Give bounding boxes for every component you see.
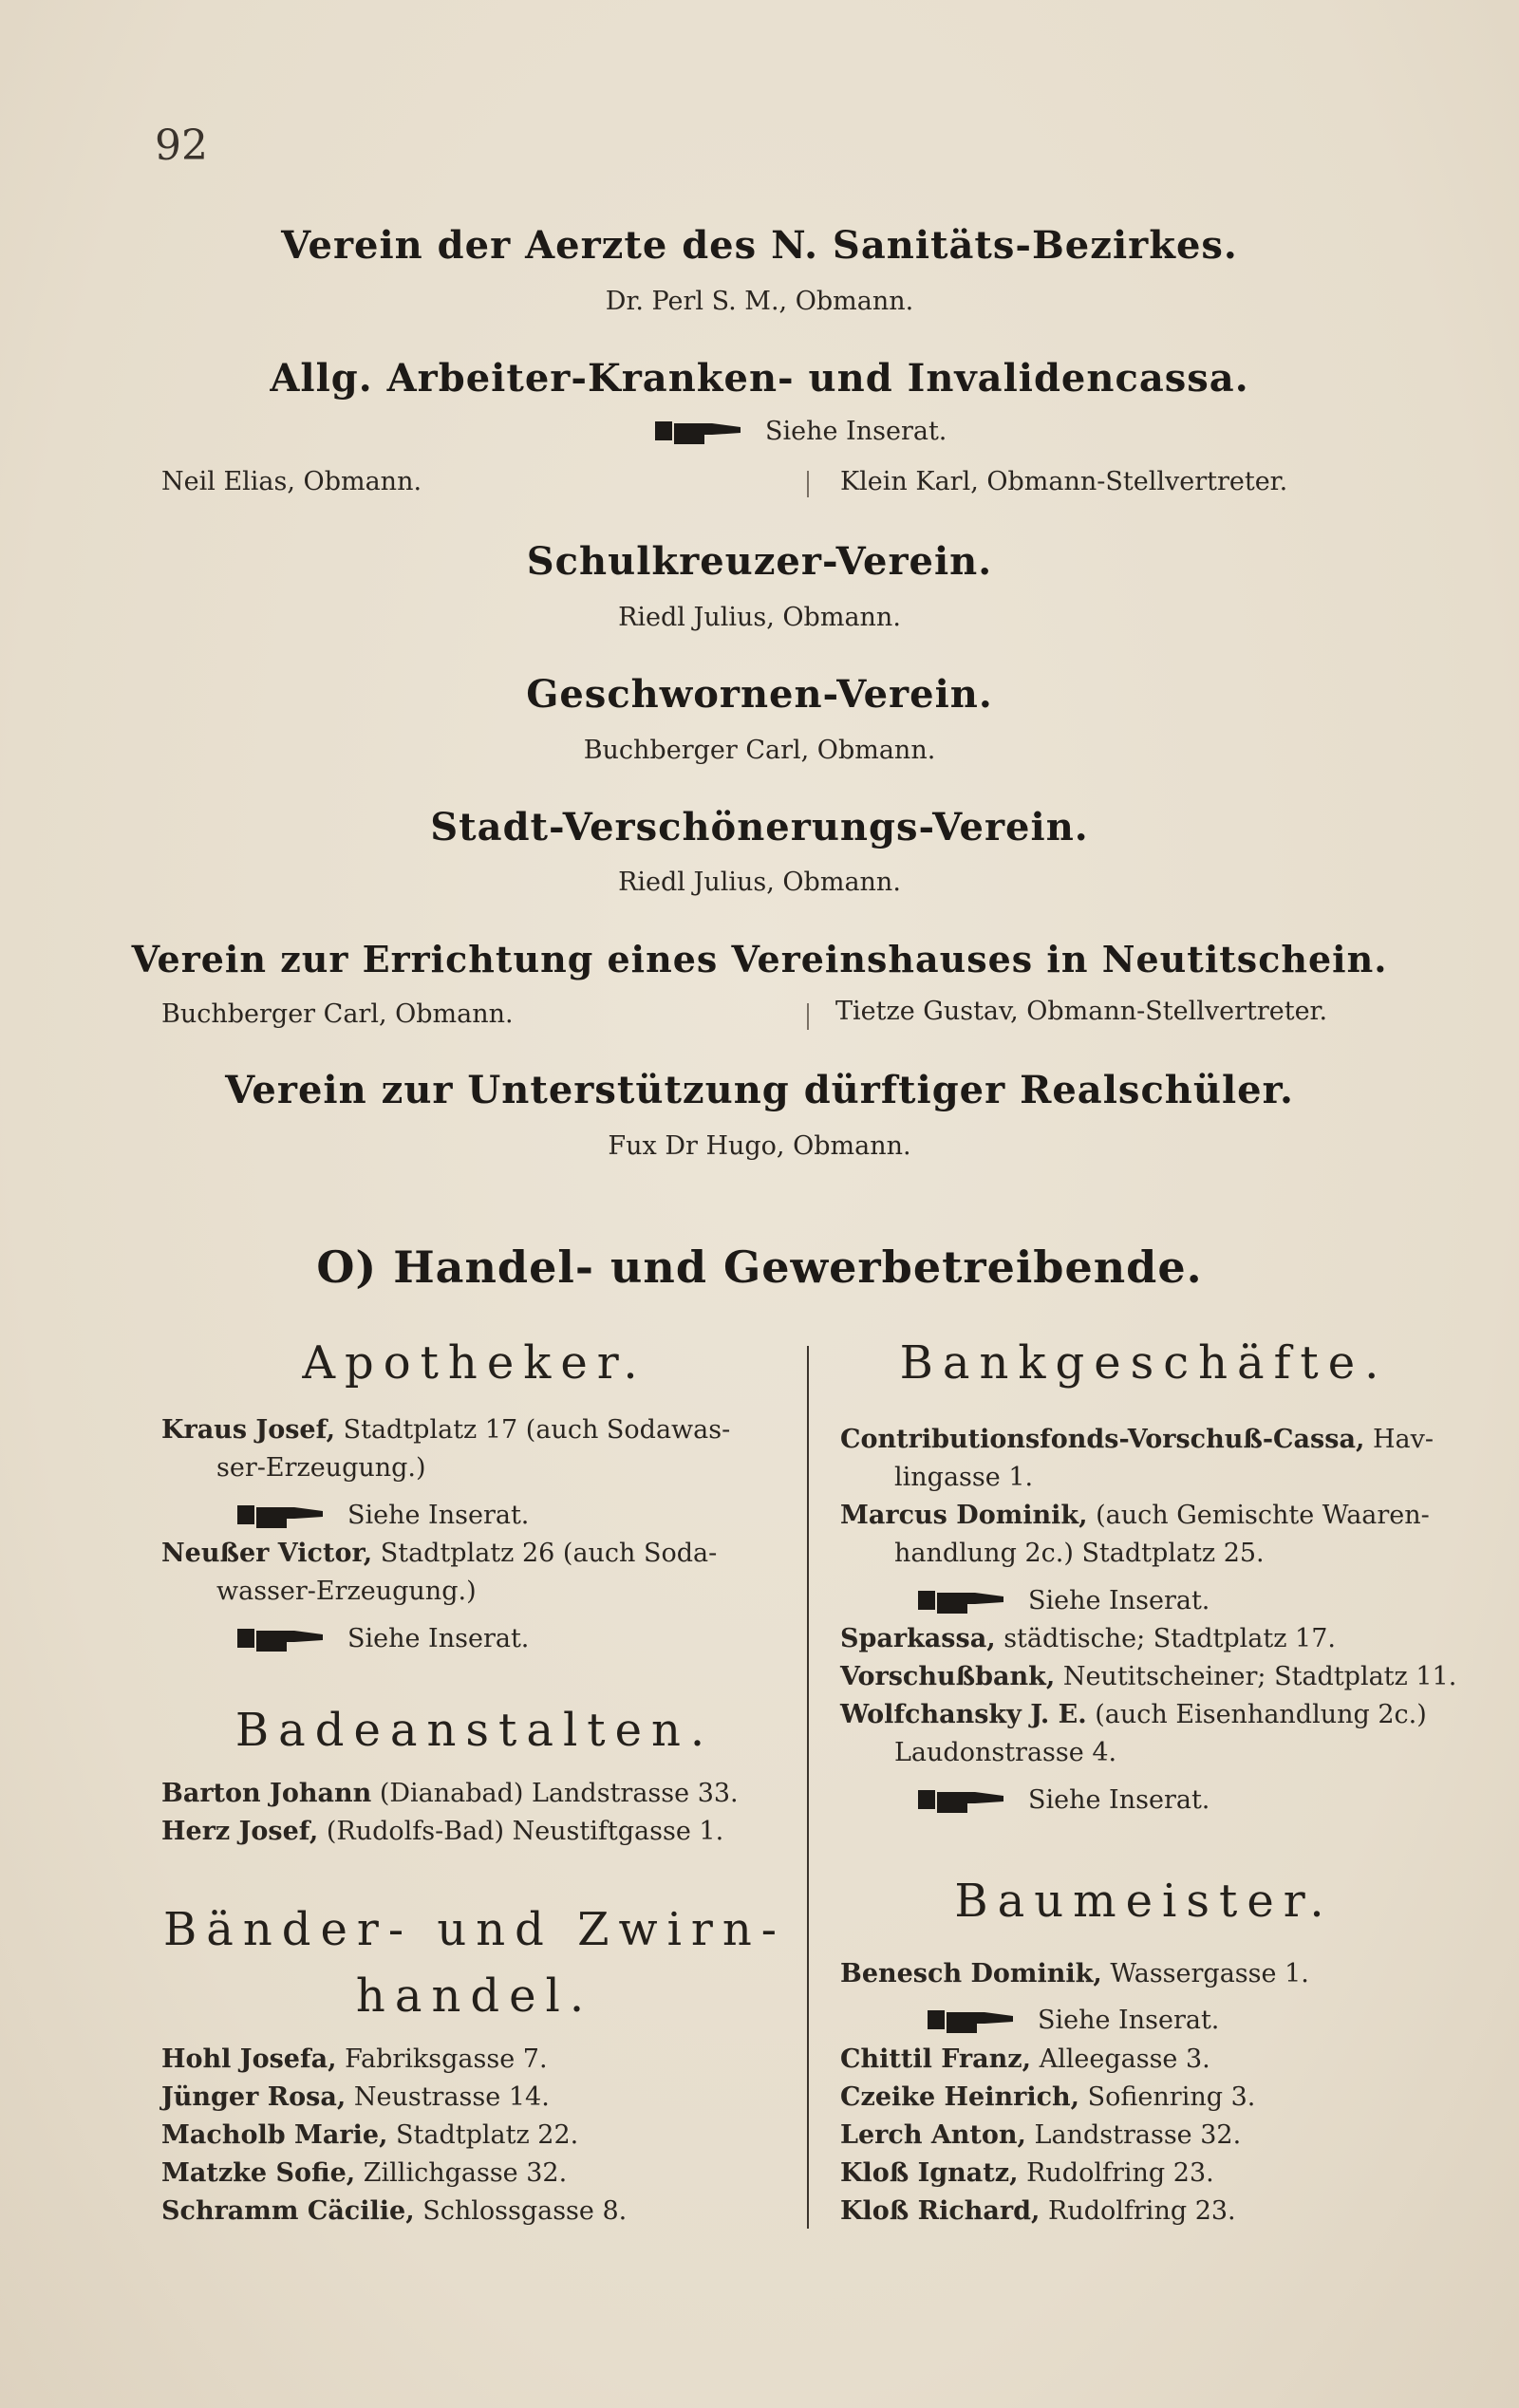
entry-wolfchansky-cont: Laudonstrasse 4. xyxy=(894,1738,1117,1767)
entry-contributionsfonds-cont: lingasse 1. xyxy=(894,1463,1034,1492)
assoc-line-schulkreuzer: Riedl Julius, Obmann. xyxy=(618,603,901,632)
category-badeanstalten: Badeanstalten. xyxy=(234,1704,715,1757)
pointing-hand-icon xyxy=(916,1783,1007,1817)
entry-sparkassa: Sparkassa, städtische; Stadtplatz 17. xyxy=(840,1624,1336,1653)
entry-chittil: Chittil Franz, Alleegasse 3. xyxy=(840,2044,1210,2074)
entry-lerch: Lerch Anton, Landstrasse 32. xyxy=(840,2120,1242,2150)
category-bankgeschaefte: Bankgeschäfte. xyxy=(899,1336,1389,1390)
pointing-hand-icon xyxy=(235,1498,327,1532)
divider xyxy=(807,1003,809,1030)
see-insert-kraus xyxy=(235,1498,529,1532)
assoc-left-vereinshaus: Buchberger Carl, Obmann. xyxy=(161,999,514,1029)
see-insert-krankencassa xyxy=(653,414,947,448)
entry-neusser: Neußer Victor, Stadtplatz 26 (auch Soda- xyxy=(161,1539,718,1568)
category-baumeister: Baumeister. xyxy=(954,1875,1334,1928)
column-divider xyxy=(807,1346,809,2229)
assoc-line-verschoenerung: Riedl Julius, Obmann. xyxy=(618,868,901,897)
assoc-title-aerzte: Verein der Aerzte des N. Sanitäts-Bezirkes. xyxy=(281,223,1238,268)
section-title: O) Handel- und Gewerbetreibende. xyxy=(316,1241,1203,1293)
entry-marcus: Marcus Dominik, (auch Gemischte Waaren- xyxy=(840,1501,1430,1530)
entry-wolfchansky: Wolfchansky J. E. (auch Eisenhandlung 2c.) xyxy=(840,1700,1427,1729)
entry-kloss-richard: Kloß Richard, Rudolfring 23. xyxy=(840,2196,1236,2226)
entry-hohl: Hohl Josefa, Fabriksgasse 7. xyxy=(161,2044,548,2074)
page-number: 92 xyxy=(155,121,208,170)
see-insert-label: Siehe Inserat. xyxy=(1028,1784,1210,1815)
see-insert-neusser xyxy=(235,1621,529,1655)
pointing-hand-icon xyxy=(235,1621,327,1655)
assoc-left-krankencassa: Neil Elias, Obmann. xyxy=(161,467,422,496)
category-baender-1: Bänder- und Zwirn- xyxy=(162,1903,787,1956)
see-insert-marcus xyxy=(916,1583,1210,1617)
see-insert-wolfchansky xyxy=(916,1783,1210,1817)
assoc-title-geschwornen: Geschwornen-Verein. xyxy=(526,672,993,717)
see-insert-label: Siehe Inserat. xyxy=(347,1500,530,1530)
entry-kloss-ignatz: Kloß Ignatz, Rudolfring 23. xyxy=(840,2158,1214,2188)
pointing-hand-icon xyxy=(926,2003,1017,2037)
entry-matzke: Matzke Sofie, Zillichgasse 32. xyxy=(161,2158,568,2188)
entry-herz: Herz Josef, (Rudolfs-Bad) Neustiftgasse 1. xyxy=(161,1817,724,1846)
assoc-title-vereinshaus: Verein zur Errichtung eines Vereinshauses in Neutitschein. xyxy=(131,938,1388,980)
entry-marcus-cont: handlung 2c.) Stadtplatz 25. xyxy=(894,1539,1265,1568)
entry-benesch: Benesch Dominik, Wassergasse 1. xyxy=(840,1959,1309,1988)
entry-juenger: Jünger Rosa, Neustrasse 14. xyxy=(161,2082,550,2112)
category-apotheker: Apotheker. xyxy=(302,1336,647,1390)
entry-contributionsfonds: Contributionsfonds-Vorschuß-Cassa, Hav- xyxy=(840,1425,1434,1454)
pointing-hand-icon xyxy=(653,414,744,448)
entry-kraus-cont: ser-Erzeugung.) xyxy=(216,1453,426,1483)
entry-vorschussbank: Vorschußbank, Neutitscheiner; Stadtplatz 11. xyxy=(840,1662,1457,1691)
assoc-right-krankencassa: Klein Karl, Obmann-Stellvertreter. xyxy=(840,467,1288,496)
assoc-title-schulkreuzer: Schulkreuzer-Verein. xyxy=(526,539,993,584)
entry-neusser-cont: wasser-Erzeugung.) xyxy=(216,1577,477,1606)
see-insert-label: Siehe Inserat. xyxy=(765,416,947,446)
see-insert-label: Siehe Inserat. xyxy=(1038,2005,1220,2035)
assoc-title-realschueler: Verein zur Unterstützung dürftiger Realschüler. xyxy=(225,1068,1294,1112)
assoc-right-vereinshaus: Tietze Gustav, Obmann-Stellvertreter. xyxy=(835,997,1328,1026)
see-insert-benesch xyxy=(926,2003,1219,2037)
entry-kraus: Kraus Josef, Stadtplatz 17 (auch Sodawas- xyxy=(161,1415,731,1445)
assoc-line-aerzte: Dr. Perl S. M., Obmann. xyxy=(605,287,914,316)
pointing-hand-icon xyxy=(916,1583,1007,1617)
see-insert-label: Siehe Inserat. xyxy=(347,1623,530,1653)
assoc-line-geschwornen: Buchberger Carl, Obmann. xyxy=(583,736,936,765)
see-insert-label: Siehe Inserat. xyxy=(1028,1585,1210,1615)
entry-barton: Barton Johann (Dianabad) Landstrasse 33. xyxy=(161,1779,739,1808)
entry-macholb: Macholb Marie, Stadtplatz 22. xyxy=(161,2120,579,2150)
divider xyxy=(807,471,809,497)
entry-czeike: Czeike Heinrich, Sofienring 3. xyxy=(840,2082,1256,2112)
assoc-title-krankencassa: Allg. Arbeiter-Kranken- und Invalidencassa. xyxy=(270,356,1249,401)
category-baender-2: handel. xyxy=(355,1969,594,2023)
assoc-line-realschueler: Fux Dr Hugo, Obmann. xyxy=(608,1131,911,1161)
entry-schramm: Schramm Cäcilie, Schlossgasse 8. xyxy=(161,2196,628,2226)
assoc-title-verschoenerung: Stadt-Verschönerungs-Verein. xyxy=(430,805,1089,849)
